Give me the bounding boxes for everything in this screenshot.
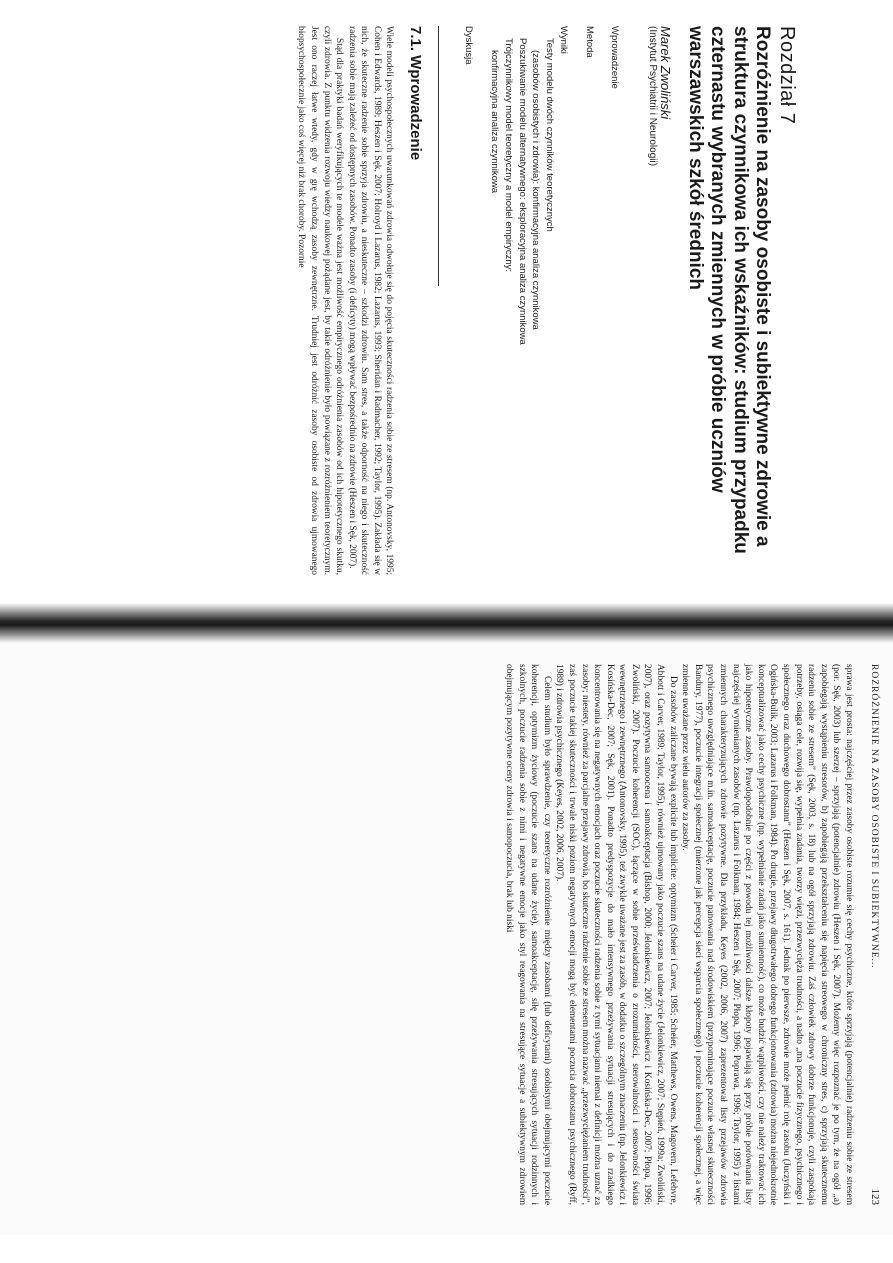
toc-item: Wprowadzenie: [609, 26, 621, 89]
toc-item: Dyskusja: [463, 26, 475, 65]
running-title: ROZRÓŻNIENIE NA ZASOBY OSOBISTE I SUBIEKTYWNE...: [869, 664, 879, 969]
paragraph: Do zasobów zaliczane bywają explicite lub implicite: optymizm (Scheier i Carver, 1985; Scheier, Matthews, Owens, Magovern, Lefebvre, Abbott i Carver, 1989; Taylor, 1995), również ujmowany jako poczucie szans na udane życie (Jelonkiewicz, 2007; Stępień, 1999a; Zwoliński, 2007), oraz pozytywna samoocena i samoakceptacja (Bishop, 2000; Jelonkiewicz, 2007; Jelonkiewicz i Kosińska-Dec, 2007; Płopa, 1996; Zwoliński, 2007). Poczucie koherencji (SOC), łączące w sobie przeświadczenia o zrozumiałości, sterowalności i sensowności świata wewnętrznego i zewnętrznego (Antonovsky, 1995), też zwykle uważane jest za zasób, w dodatku o szczególnym znaczeniu (np. Jelonkiewicz i Kosińska-Dec, 2007; Sęk, 2001). Ponadto predyspozycje do mało intensywnego przeżywania sytuacji stresujących i do rzadkiego koncentrowania się na negatywnych emocjach oraz poczucie skuteczności radzenia sobie z tymi sytuacjami niemal z definicji można uznać za zasoby; niestety, również za parcjalne przejawy zdrowia, bo skuteczne radzenie sobie ze stresem można nazwać „przezwyciężaniem trudności”, zaś poczucie takiej skuteczności i trwale niski poziom negatywnych emocji mogą być elementami poczucia dobrostanu psychicznego (Ryff, 1989) i zdrowia psychicznego (Keyes, 2002, 2006, 2007).: [554, 664, 678, 1205]
paragraph: Wiele modeli psychospołecznych uwarunkowań zdrowia odwołuje się do pojęcia skuteczności radzenia sobie ze stresem (np. Antonovsky, 1995; Cohen i Edwards, 1989; Heszen i Sęk, 2007; Holroyd i Lazarus, 1982; Lazarus, 1993; Sheridan i Radmacher, 1992; Taylor, 1995). Zakłada się w nich, że skuteczne radzenie sobie sprzyja zdrowiu, a nieskuteczne – szkodzi zdrowiu. Sam stres, a także odporność na niego i skuteczność radzenia sobie mają zależeć od dostępnych zasobów. Ponadto zasoby (i deficyty) mogą wpływać bezpośrednio na zdrowie (Heszen i Sęk, 2007).: [346, 26, 395, 575]
toc-item: Metoda: [583, 26, 595, 58]
chapter-label: Rozdział 7: [776, 26, 798, 125]
right-body-text: [502, 664, 855, 1205]
toc-item: konfirmacyjna analiza czynnikowa: [489, 50, 501, 194]
toc-item: (zasobów osobistych i zdrowia): konfirmacyjna analiza czynnikowa: [530, 50, 542, 330]
section-divider: [438, 26, 439, 286]
toc-item: Wyniki: [557, 26, 569, 54]
paragraph: sprawa jest prosta: najczęściej przez zasoby osobiste rozumie się cechy psychiczne, które sprzyjają (potencjalnie) radzeniu sobie ze stresem (por. Sęk, 2003) lub szerzej – sprzyjają (potencjalnie) zdrowiu (Heszen i Sęk, 2007). Możemy więc rozpoznać je po tym, że na ogół „a) zapobiegają wystąpieniu stresorów, b) zapobiegają przekształceniu się napięcia streowego w chroniczny stres, c) sprzyjają skutecznemu radzeniu sobie ze stresem” (Sęk, 2003, s. 18) lub na ogół sprzyjają zdrowiu. Zaś człowiek zdrowy dobrze funkcjonuje, czyli zaspokaja potrzeby, osiąga cele, rozwija się, wypełnia zadania, tworzy więzi, przezwycięża trudności, a nadto „ma poczucie fizycznego, psychicznego i społecznego oraz duchowego dobrostanu” (Heszen i Sęk, 2007, s. 161). Jednak po pierwsze, zdrowie może pełnić rolę zasobu (Juczyński i Ogińska-Bulik, 2003; Lazarus i Folkman, 1984). Po drugie, przejawy długotrwałego dobrego funkcjonowania (zdrowia) można niejednokrotnie konceptualizować jako cechy psychiczne (np. wypełnianie zadań jako sumienność), co może budzić wątpliwości, czy nie należy traktować ich jako hipotetyczne zasoby. Prawdopodobnie po części z powodu tej możliwości dalsze kłopoty pojawiają się przy próbie porównania listy najczęściej wymienianych zasobów (np. Lazarus i Folkman, 1984; Heszen i Sęk, 2007; Płopa, 1996; Poprawa, 1996; Taylor, 1995) z listami zmiennych charakteryzujących zdrowie pozytywne. Dla przykładu, Keyes (2002, 2006, 2007) zaprezentował listy przejawów zdrowia psychicznego uwzględniające m.in. samoakceptację, poczucie panowania nad środowiskiem (przypominające poczucie własnej skuteczności Bandury, 1977), poczucie integracji społecznej (mierzone jak percepcja sieci wsparcia społecznego) i poczucie koherencji społecznej, a więc zmienne uważane przez wielu autorów za zasoby.: [680, 664, 854, 1205]
toc-item: Testy modelu dwóch czynników teoretycznych: [544, 38, 556, 232]
author-name: Marek Zwoliński: [658, 26, 674, 120]
right-page: [0, 630, 893, 1235]
section-heading: 7.1. Wprowadzenie: [407, 26, 425, 161]
toc-item: Poszukiwanie modelu alternatywnego: eksploracyjna analiza czynnikowa: [516, 38, 528, 345]
page-number: 123: [869, 1188, 881, 1205]
toc-item: Trójczynnikowy model teoretyczny a model empiryczny:: [502, 38, 514, 273]
running-head: [869, 664, 881, 1205]
author-affiliation: (Instytut Psychiatrii i Neurologii): [647, 26, 659, 167]
paragraph: Celem studium było sprawdzenie, czy teoretyczne rozróżnienie między zasobami (lub deficytami) osobistymi obejmującymi poczucie koherencji, optymizm życiowy (poczucie szans na udane życie), samoakceptację, siłę przeżywania stresujących sytuacji rodzinnych i szkolnych, poczucie radzenia sobie z nimi i negatywne emocje jako styl reagowania na stresujące sytuacje a subiektywnym zdrowiem obejmującym pozytywne oceny zdrowia i samopoczucia, brak lub niski: [503, 664, 552, 1205]
left-page: [0, 0, 893, 605]
chapter-contents: [461, 26, 621, 575]
paragraph: Stąd dla praktyki badań weryfikujących te modele ważna jest możliwość empirycznego odróżnienia zasobów od ich hipotetycznego skutku, czyli zdrowia. Z punktu widzenia rozwoju wiedzy naukowej pożądane jest, by takie odróżnienie było powiązane z rozróżnieniem teoretycznym. Jest ono raczej łatwe wtedy, gdy w grę wchodzą zasoby zewnętrzne. Trudniej jest odróżnić zasoby osobiste od zdrowia ujmowanego biopsychospołecznie jako coś więcej niż brak choroby. Pozornie: [296, 26, 345, 575]
chapter-title: Rozróżnienie na zasoby osobiste i subiektywne zdrowie a struktura czynnikowa ich wskaźników: studium przypadku czternastu wybranych zmiennych w próbie uczniów warszawskich szkół średnich: [684, 26, 773, 554]
left-body-text: [295, 26, 396, 575]
